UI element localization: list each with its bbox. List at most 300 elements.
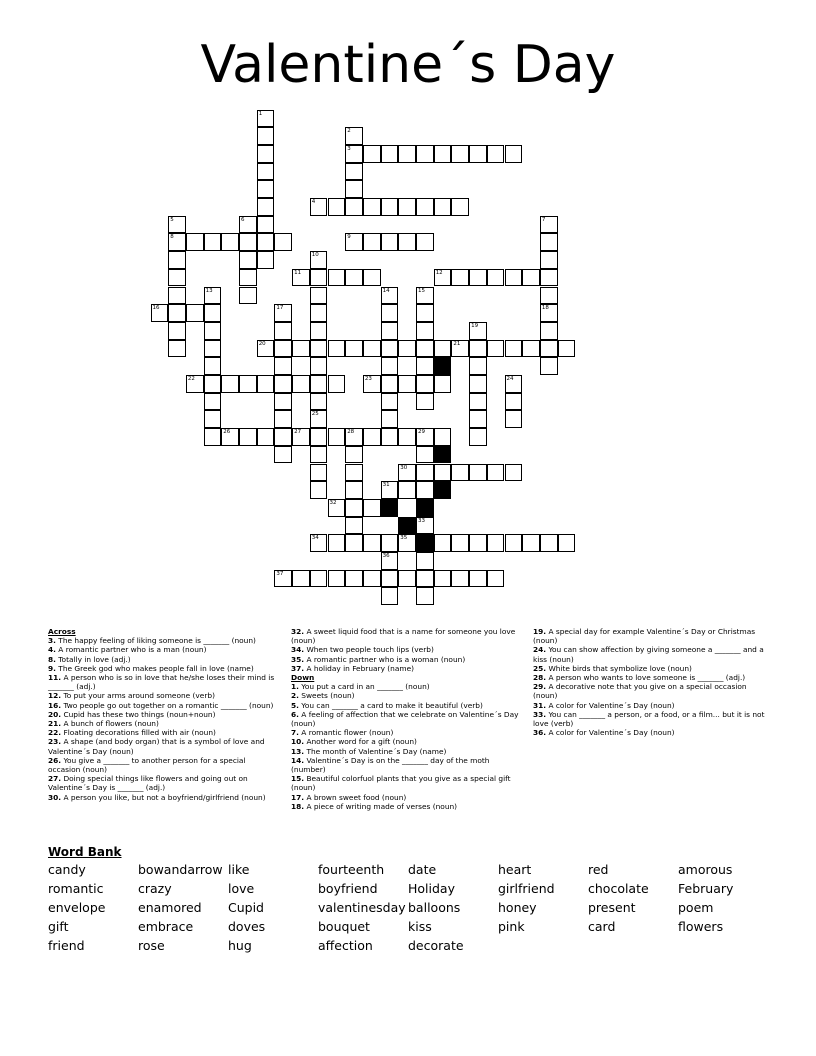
grid-cell[interactable]: [310, 570, 328, 588]
word-bank-item: Cupid: [228, 900, 264, 915]
grid-cell[interactable]: [204, 287, 222, 305]
grid-cell[interactable]: [540, 287, 558, 305]
grid-cell[interactable]: [274, 375, 292, 393]
grid-cell[interactable]: [540, 304, 558, 322]
grid-cell[interactable]: [381, 587, 399, 605]
grid-cell[interactable]: [469, 393, 487, 411]
clue: [533, 664, 765, 673]
grid-cell[interactable]: [204, 393, 222, 411]
clue-number-label: 14.: [291, 755, 305, 765]
grid-cell[interactable]: [310, 446, 328, 464]
grid-cell[interactable]: [505, 269, 523, 287]
clue-text: Valentine´s Day is on the _______ day of the moth (number): [291, 755, 490, 775]
grid-cell[interactable]: [292, 375, 310, 393]
grid-cell[interactable]: [239, 216, 257, 234]
clue-number: 31: [382, 482, 390, 489]
grid-cell[interactable]: [416, 428, 434, 446]
grid-cell[interactable]: [416, 357, 434, 375]
grid-cell[interactable]: [328, 534, 346, 552]
grid-cell[interactable]: [274, 233, 292, 251]
clue-number: 11: [294, 269, 302, 276]
grid-cell[interactable]: [416, 322, 434, 340]
grid-cell[interactable]: [328, 499, 346, 517]
grid-cell[interactable]: [540, 251, 558, 269]
clue: [48, 793, 278, 802]
grid-cell[interactable]: [381, 322, 399, 340]
grid-cell[interactable]: [345, 570, 363, 588]
grid-cell[interactable]: [257, 251, 275, 269]
grid-cell[interactable]: [451, 340, 469, 358]
clue-text: A sweet liquid food that is a name for someone you love (noun): [291, 627, 516, 646]
grid-cell[interactable]: [274, 428, 292, 446]
grid-cell[interactable]: [398, 233, 416, 251]
down-clue-list: [291, 682, 521, 811]
clue-text: You put a card in an _______ (noun): [298, 682, 430, 692]
grid-cell[interactable]: [487, 570, 505, 588]
clue-text: A bunch of flowers (noun): [61, 719, 159, 729]
grid-cell[interactable]: [204, 322, 222, 340]
grid-cell[interactable]: [540, 340, 558, 358]
clue: [291, 793, 521, 802]
grid-cell[interactable]: [540, 216, 558, 234]
grid-cell[interactable]: [416, 552, 434, 570]
down-heading: Down: [291, 673, 315, 683]
grid-cell[interactable]: [204, 428, 222, 446]
grid-cell[interactable]: [274, 357, 292, 375]
clue-text: To put your arms around someone (verb): [61, 691, 215, 701]
grid-cell[interactable]: [540, 357, 558, 375]
grid-cell[interactable]: [345, 446, 363, 464]
clue-text: A decorative note that you give on a special occasion (noun): [533, 682, 747, 701]
grid-cell[interactable]: [558, 340, 576, 358]
clue-number: 3: [347, 145, 351, 152]
grid-cell[interactable]: [363, 233, 381, 251]
grid-cell[interactable]: [168, 340, 186, 358]
grid-cell[interactable]: [487, 340, 505, 358]
grid-cell[interactable]: [257, 110, 275, 128]
grid-cell[interactable]: [168, 287, 186, 305]
grid-cell[interactable]: [487, 269, 505, 287]
grid-cell[interactable]: [168, 304, 186, 322]
grid-cell[interactable]: [487, 145, 505, 163]
clue: [533, 682, 765, 700]
clue-number: 17: [276, 305, 284, 312]
grid-block: [398, 517, 416, 535]
grid-cell[interactable]: [257, 127, 275, 145]
grid-block: [434, 357, 452, 375]
clue: [48, 701, 278, 710]
grid-cell[interactable]: [328, 428, 346, 446]
grid-cell[interactable]: [345, 464, 363, 482]
grid-cell[interactable]: [310, 481, 328, 499]
grid-cell[interactable]: [381, 552, 399, 570]
grid-cell[interactable]: [469, 410, 487, 428]
grid-cell[interactable]: [381, 410, 399, 428]
clue-number: 34: [311, 535, 319, 542]
grid-cell[interactable]: [381, 534, 399, 552]
grid-cell[interactable]: [381, 570, 399, 588]
grid-cell[interactable]: [239, 233, 257, 251]
grid-cell[interactable]: [540, 269, 558, 287]
grid-cell[interactable]: [257, 375, 275, 393]
grid-cell[interactable]: [274, 393, 292, 411]
grid-cell[interactable]: [398, 145, 416, 163]
grid-cell[interactable]: [522, 340, 540, 358]
grid-cell[interactable]: [434, 198, 452, 216]
grid-cell[interactable]: [381, 287, 399, 305]
grid-cell[interactable]: [257, 233, 275, 251]
grid-cell[interactable]: [363, 570, 381, 588]
clue: [48, 673, 278, 691]
grid-cell[interactable]: [310, 393, 328, 411]
grid-cell[interactable]: [469, 269, 487, 287]
grid-cell[interactable]: [416, 233, 434, 251]
clue: [48, 756, 278, 774]
word-bank-item: card: [588, 919, 616, 934]
across-clue-list-continued: [291, 627, 521, 673]
grid-cell[interactable]: [310, 198, 328, 216]
grid-cell[interactable]: [328, 269, 346, 287]
grid-cell[interactable]: [239, 375, 257, 393]
clue-number: 8: [170, 234, 174, 241]
clue-text: A color for Valentine´s Day (noun): [546, 728, 675, 738]
grid-cell[interactable]: [558, 534, 576, 552]
grid-cell[interactable]: [274, 570, 292, 588]
word-bank-item: date: [408, 862, 437, 877]
clue-number: 1: [258, 110, 263, 117]
grid-cell[interactable]: [416, 375, 434, 393]
clues-column-3: [533, 627, 765, 737]
grid-cell[interactable]: [310, 287, 328, 305]
page-title: Valentine´s Day: [200, 35, 616, 95]
grid-cell[interactable]: [363, 428, 381, 446]
grid-cell[interactable]: [522, 534, 540, 552]
grid-cell[interactable]: [310, 322, 328, 340]
grid-cell[interactable]: [416, 464, 434, 482]
grid-cell[interactable]: [221, 233, 239, 251]
grid-cell[interactable]: [505, 393, 523, 411]
clue-number-label: 16.: [48, 700, 62, 710]
grid-cell[interactable]: [540, 534, 558, 552]
clue: [291, 774, 521, 792]
grid-cell[interactable]: [540, 233, 558, 251]
clue-text: A person who is so in love that he/she loses their mind is _______ (adj.): [48, 673, 275, 692]
grid-cell[interactable]: [221, 375, 239, 393]
grid-cell[interactable]: [345, 340, 363, 358]
grid-cell[interactable]: [345, 428, 363, 446]
grid-cell[interactable]: [310, 269, 328, 287]
grid-cell[interactable]: [416, 145, 434, 163]
clue-text: A romantic partner who is a man (noun): [55, 645, 207, 655]
grid-cell[interactable]: [469, 570, 487, 588]
grid-cell[interactable]: [292, 269, 310, 287]
clue-number: 14: [382, 287, 390, 294]
grid-cell[interactable]: [522, 269, 540, 287]
grid-cell[interactable]: [204, 410, 222, 428]
grid-cell[interactable]: [540, 322, 558, 340]
grid-cell[interactable]: [168, 233, 186, 251]
grid-cell[interactable]: [434, 534, 452, 552]
grid-cell[interactable]: [469, 145, 487, 163]
grid-cell[interactable]: [505, 464, 523, 482]
grid-cell[interactable]: [398, 340, 416, 358]
grid-block: [381, 499, 399, 517]
grid-cell[interactable]: [345, 233, 363, 251]
grid-cell[interactable]: [381, 233, 399, 251]
grid-cell[interactable]: [151, 304, 169, 322]
word-bank-item: envelope: [48, 900, 106, 915]
grid-cell[interactable]: [469, 428, 487, 446]
grid-cell[interactable]: [345, 163, 363, 181]
grid-cell[interactable]: [345, 127, 363, 145]
grid-cell[interactable]: [398, 198, 416, 216]
clue-number: 29: [418, 429, 425, 436]
grid-cell[interactable]: [204, 340, 222, 358]
clue-number-label: 2.: [291, 691, 299, 701]
grid-cell[interactable]: [310, 410, 328, 428]
clue-text: A color for Valentine´s Day (noun): [546, 700, 675, 710]
grid-cell[interactable]: [310, 340, 328, 358]
grid-cell[interactable]: [416, 304, 434, 322]
grid-cell[interactable]: [434, 340, 452, 358]
clue: [291, 756, 521, 774]
grid-cell[interactable]: [257, 216, 275, 234]
clue-number-label: 30.: [48, 792, 62, 802]
grid-cell[interactable]: [416, 393, 434, 411]
grid-cell[interactable]: [257, 145, 275, 163]
grid-cell[interactable]: [398, 428, 416, 446]
grid-cell[interactable]: [328, 340, 346, 358]
word-bank-item: Holiday: [408, 881, 455, 896]
grid-cell[interactable]: [381, 393, 399, 411]
grid-cell[interactable]: [328, 198, 346, 216]
grid-cell[interactable]: [168, 269, 186, 287]
grid-cell[interactable]: [292, 428, 310, 446]
grid-cell[interactable]: [328, 570, 346, 588]
grid-cell[interactable]: [505, 145, 523, 163]
word-bank-item: chocolate: [588, 881, 649, 896]
clue-number: 22: [187, 376, 195, 382]
grid-cell[interactable]: [398, 464, 416, 482]
grid-cell[interactable]: [257, 340, 275, 358]
grid-cell[interactable]: [505, 534, 523, 552]
clue: [48, 655, 278, 664]
grid-cell[interactable]: [310, 534, 328, 552]
grid-cell[interactable]: [469, 322, 487, 340]
grid-cell[interactable]: [345, 269, 363, 287]
grid-cell[interactable]: [381, 304, 399, 322]
clue: [48, 691, 278, 700]
grid-cell[interactable]: [274, 322, 292, 340]
clue-text: A feeling of affection that we celebrate on Valentine´s Day (noun): [291, 709, 519, 729]
grid-cell[interactable]: [328, 375, 346, 393]
grid-cell[interactable]: [310, 251, 328, 269]
grid-cell[interactable]: [310, 357, 328, 375]
grid-cell[interactable]: [416, 287, 434, 305]
grid-cell[interactable]: [451, 145, 469, 163]
grid-cell[interactable]: [239, 269, 257, 287]
grid-cell[interactable]: [274, 410, 292, 428]
grid-cell[interactable]: [345, 517, 363, 535]
grid-cell[interactable]: [398, 570, 416, 588]
clue-number: 7: [541, 216, 546, 223]
grid-cell[interactable]: [274, 446, 292, 464]
grid-cell[interactable]: [204, 233, 222, 251]
grid-cell[interactable]: [434, 145, 452, 163]
grid-cell[interactable]: [239, 428, 257, 446]
grid-cell[interactable]: [469, 357, 487, 375]
clue-number-label: 19.: [533, 627, 547, 636]
grid-cell[interactable]: [381, 428, 399, 446]
grid-cell[interactable]: [434, 570, 452, 588]
grid-cell[interactable]: [434, 464, 452, 482]
grid-cell[interactable]: [186, 304, 204, 322]
clue: [48, 774, 278, 792]
clues-column-2: [291, 627, 521, 811]
clue-text: Cupid has these two things (noun+noun): [61, 709, 216, 719]
clue-number: 16: [152, 305, 160, 312]
grid-cell[interactable]: [168, 251, 186, 269]
clue-number: 19: [471, 322, 479, 329]
grid-cell[interactable]: [416, 587, 434, 605]
grid-cell[interactable]: [168, 322, 186, 340]
grid-cell[interactable]: [363, 145, 381, 163]
word-bank-item: bouquet: [318, 919, 370, 934]
grid-cell[interactable]: [257, 198, 275, 216]
grid-cell[interactable]: [310, 375, 328, 393]
grid-cell[interactable]: [239, 287, 257, 305]
word-bank-item: pink: [498, 919, 525, 934]
grid-cell[interactable]: [434, 269, 452, 287]
clue-number: 15: [418, 287, 425, 294]
grid-cell[interactable]: [398, 375, 416, 393]
word-bank-item: friend: [48, 938, 85, 953]
grid-cell[interactable]: [310, 428, 328, 446]
grid-cell[interactable]: [451, 534, 469, 552]
grid-cell[interactable]: [381, 481, 399, 499]
word-bank-item: enamored: [138, 900, 202, 915]
clue-number-label: 25.: [533, 663, 547, 673]
grid-cell[interactable]: [345, 145, 363, 163]
grid-cell[interactable]: [451, 464, 469, 482]
grid-cell[interactable]: [363, 340, 381, 358]
grid-cell[interactable]: [363, 499, 381, 517]
grid-cell[interactable]: [363, 534, 381, 552]
grid-cell[interactable]: [381, 145, 399, 163]
grid-cell[interactable]: [434, 375, 452, 393]
grid-cell[interactable]: [345, 534, 363, 552]
grid-cell[interactable]: [221, 428, 239, 446]
clue-number-label: 3.: [48, 636, 56, 646]
grid-cell[interactable]: [292, 570, 310, 588]
clue-number: 25: [311, 411, 319, 418]
clue-text: You give a _______ to another person for a special occasion (noun): [48, 755, 246, 775]
grid-cell[interactable]: [274, 304, 292, 322]
grid-cell[interactable]: [505, 375, 523, 393]
clue-number-label: 33.: [533, 709, 547, 719]
word-bank-item: love: [228, 881, 255, 896]
grid-cell[interactable]: [469, 464, 487, 482]
word-bank-item: poem: [678, 900, 714, 915]
grid-cell[interactable]: [345, 499, 363, 517]
grid-cell[interactable]: [310, 304, 328, 322]
clue: [291, 664, 521, 673]
grid-cell[interactable]: [469, 340, 487, 358]
grid-cell[interactable]: [292, 340, 310, 358]
grid-cell[interactable]: [469, 534, 487, 552]
grid-cell[interactable]: [381, 198, 399, 216]
grid-cell[interactable]: [274, 340, 292, 358]
grid-block: [434, 446, 452, 464]
grid-cell[interactable]: [416, 517, 434, 535]
clue-number-label: 20.: [48, 709, 62, 719]
clue-text: Doing special things like flowers and going out on Valentine´s Day is _______ (adj.): [48, 774, 248, 793]
grid-cell[interactable]: [434, 428, 452, 446]
grid-cell[interactable]: [469, 375, 487, 393]
clue-number-label: 31.: [533, 700, 547, 710]
clue-number: 13: [205, 287, 213, 294]
grid-cell[interactable]: [487, 464, 505, 482]
grid-cell[interactable]: [451, 570, 469, 588]
grid-cell[interactable]: [345, 180, 363, 198]
grid-cell[interactable]: [505, 410, 523, 428]
word-bank-item: boyfriend: [318, 881, 378, 896]
grid-cell[interactable]: [186, 375, 204, 393]
grid-cell[interactable]: [505, 340, 523, 358]
grid-cell[interactable]: [310, 464, 328, 482]
grid-cell[interactable]: [186, 233, 204, 251]
grid-cell[interactable]: [381, 375, 399, 393]
grid-cell[interactable]: [416, 446, 434, 464]
clue: [291, 645, 521, 654]
clues-column-1: [48, 627, 278, 802]
clue-text: A holiday in February (name): [304, 663, 415, 673]
clue-number-label: 37.: [291, 663, 305, 673]
clue-number-label: 26.: [48, 755, 62, 765]
grid-cell[interactable]: [381, 340, 399, 358]
grid-cell[interactable]: [363, 198, 381, 216]
grid-cell[interactable]: [345, 198, 363, 216]
grid-cell[interactable]: [257, 428, 275, 446]
grid-cell[interactable]: [239, 251, 257, 269]
clue-number: 27: [294, 429, 302, 436]
grid-cell[interactable]: [257, 163, 275, 181]
grid-cell[interactable]: [363, 269, 381, 287]
grid-cell[interactable]: [416, 481, 434, 499]
grid-cell[interactable]: [416, 340, 434, 358]
grid-cell[interactable]: [451, 269, 469, 287]
word-bank-item: rose: [138, 938, 165, 953]
grid-cell[interactable]: [381, 357, 399, 375]
grid-cell[interactable]: [398, 534, 416, 552]
grid-cell[interactable]: [416, 198, 434, 216]
grid-cell[interactable]: [451, 198, 469, 216]
grid-cell[interactable]: [168, 216, 186, 234]
grid-cell[interactable]: [345, 481, 363, 499]
grid-cell[interactable]: [204, 357, 222, 375]
clue: [291, 747, 521, 756]
grid-cell[interactable]: [487, 534, 505, 552]
clue-number-label: 28.: [533, 673, 547, 683]
grid-cell[interactable]: [257, 180, 275, 198]
word-bank-item: hug: [228, 938, 252, 953]
clue: [533, 627, 765, 645]
grid-cell[interactable]: [204, 375, 222, 393]
grid-cell[interactable]: [204, 304, 222, 322]
grid-cell[interactable]: [416, 570, 434, 588]
grid-cell[interactable]: [398, 481, 416, 499]
grid-cell[interactable]: [363, 375, 381, 393]
